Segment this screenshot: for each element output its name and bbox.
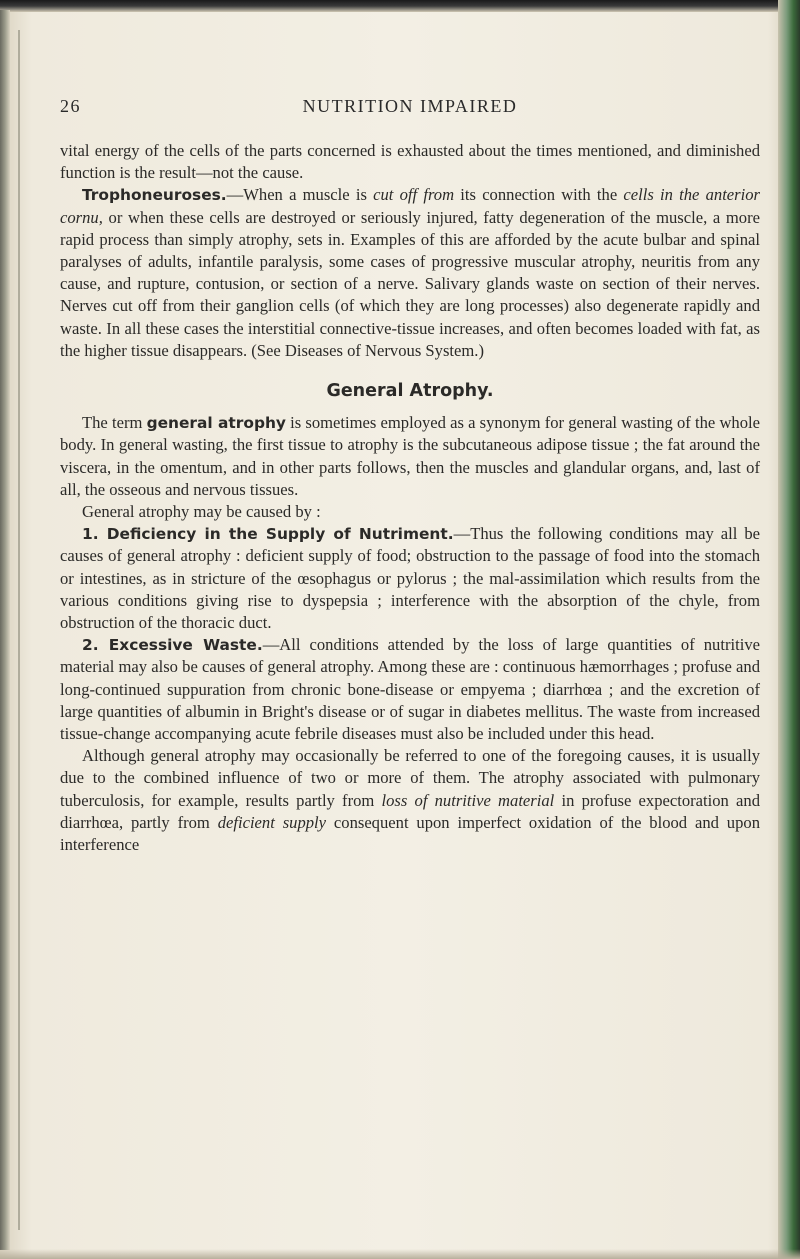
running-header [60, 96, 760, 120]
running-title: NUTRITION IMPAIRED [302, 96, 518, 116]
caused-by-line: General atrophy may be caused by : [82, 502, 321, 522]
book-spine-edge [778, 0, 800, 1259]
italic-run: deficient supply [217, 812, 327, 832]
text-run: —Thus the following conditions may all be causes of general atrophy : deficient supply of food; obstruction to the passage of food into the stomach or intestines, as in stricture of the œsophagus or pylorus ; the mal-assimilation which results from the various conditions giving rise to dyspepsia ; interference with the absorption of the chyle, from obstruction of the thoracic duct. [60, 524, 760, 633]
italic-run: loss of nutritive material [381, 790, 555, 810]
cause-2-heading: 2. Excessive Waste. [82, 636, 263, 655]
text-run: —All conditions attended by the loss of large quantities of nutritive material may also be causes of general atrophy. Among these are : continuous hæmorrhages ; profuse and long-continued suppuration from chronic bone-disease or empyema ; diarrhœa ; and the excretion of large quantities of albumin in Bright's disease or of sugar in diabetes mellitus. The waste from increased tissue-change accompanying acute febrile diseases must also be included under this head. [60, 635, 760, 744]
page-body [60, 140, 760, 856]
general-atrophy-paragraph [60, 412, 760, 501]
text-run: in profuse expectoration and diarrhœa, partly from [60, 790, 760, 832]
section-heading: General Atrophy. [326, 381, 494, 402]
text-run: consequent upon imperfect oxidation of the blood and upon interference [60, 812, 760, 855]
cause-item-1 [60, 523, 760, 634]
page-left-edge [0, 10, 10, 1250]
text-run: its connection with the [454, 185, 624, 205]
final-paragraph [60, 745, 760, 856]
page-top-edge [0, 0, 800, 12]
intro-paragraph: vital energy of the cells of the parts concerned is exhausted about the times mentioned, and diminished function is the result—not the cause. [60, 141, 760, 183]
trophoneuroses-paragraph [60, 184, 760, 362]
page-bottom-shadow [0, 1249, 800, 1259]
trophoneuroses-heading: Trophoneuroses. [82, 186, 227, 205]
italic-run: cells in the anterior cornu, [60, 185, 760, 227]
italic-run: cut off from [373, 185, 455, 205]
text-run: is sometimes employed as a synonym for general wasting of the whole body. In general wasting, the first tissue to atrophy is the subcutaneous adipose tissue ; the fat around the viscera, in the omentum, and in other parts follows, then the muscles and glandular organs, and, last of all, the osseous and nervous tissues. [60, 413, 760, 499]
bold-term: general atrophy [146, 414, 286, 433]
cause-1-heading: 1. Deficiency in the Supply of Nutriment. [82, 525, 454, 544]
page-fold-line [18, 30, 20, 1230]
text-run: The term [82, 413, 147, 433]
text-run: or when these cells are destroyed or seriously injured, fatty degeneration of the muscle, a more rapid process than simply atrophy, sets in. Examples of this are afforded by the acute bulbar and spinal paralyses of adults, infantile paralysis, some cases of progressive muscular atrophy, neuritis from any cause, and rupture, contusion, or section of a nerve. Salivary glands waste on section of their nerves. Nerves cut off from their ganglion cells (of which they are long processes) also degenerate rapidly and waste. In all these cases the interstitial connective-tissue increases, and often becomes loaded with fat, as the higher tissue disappears. (See Diseases of Nervous System.) [60, 207, 760, 360]
cause-item-2 [60, 634, 760, 745]
text-run: Although general atrophy may occasionally be referred to one of the foregoing causes, it is usually due to the combined influence of two or more of them. The atrophy associated with pulmonary tuberculosis, for example, results partly from [60, 746, 760, 810]
page-number: 26 [60, 96, 81, 116]
text-run: —When a muscle is [226, 185, 374, 205]
